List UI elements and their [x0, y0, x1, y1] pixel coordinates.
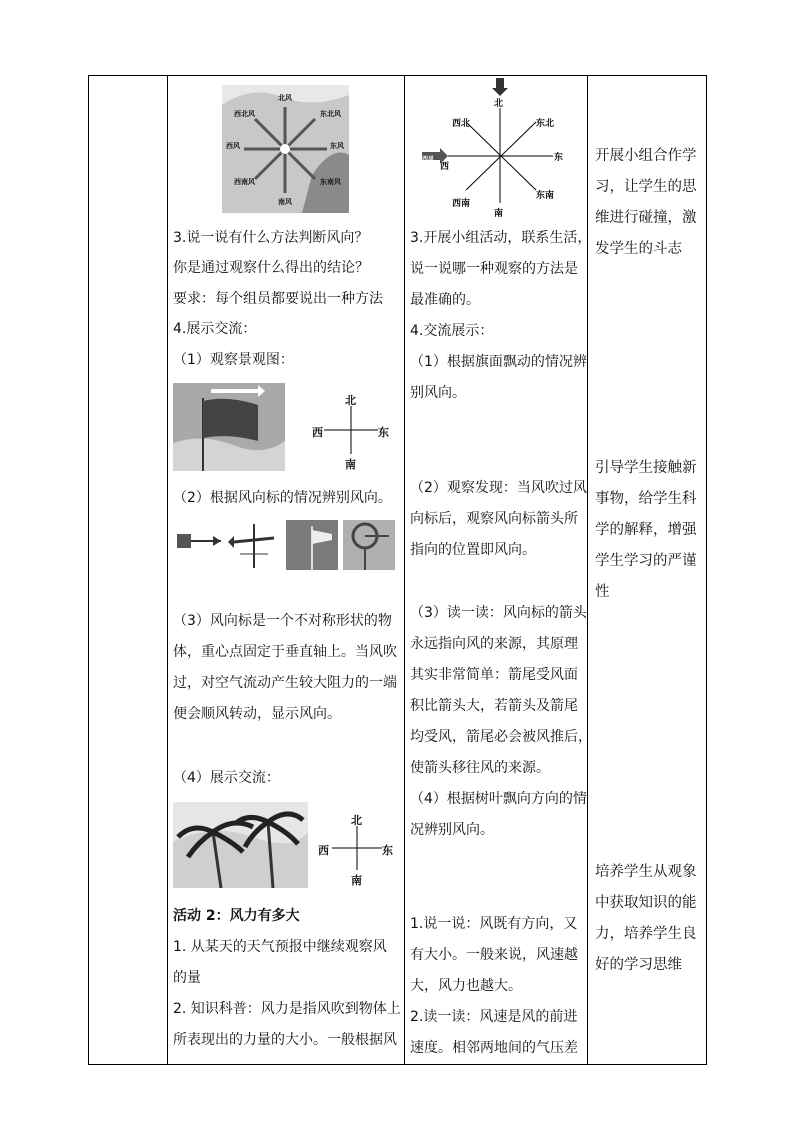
compass-w: 西	[312, 426, 323, 439]
compass-n: 北	[345, 394, 356, 407]
col3-line: 过，对空气流动产生较大阻力的一端	[173, 675, 397, 691]
col3-line: 要求：每个组员都要说出一种方法	[173, 291, 383, 307]
col4-line: 有大小。一般来说，风速越	[410, 947, 578, 963]
col5-line: 力，培养学生良	[595, 926, 697, 942]
col5-line: 引导学生接触新	[595, 460, 697, 476]
palm-trees-photo	[173, 802, 308, 888]
col4-line: （4）根据树叶飘向方向的情	[410, 791, 587, 807]
col4-line: （1）根据旗面飘动的情况辨	[410, 354, 587, 370]
compass-sw: 西南	[452, 199, 471, 209]
col3-line: 体，重心点固定于垂直轴上。当风吹	[173, 644, 397, 660]
compass-nw: 西北	[452, 119, 471, 129]
col4-line: 2.读一读：风速是风的前进	[410, 1009, 578, 1025]
col3-line: 的量	[173, 970, 201, 986]
compass-ne: 东北	[536, 119, 555, 129]
compass-small-2	[318, 812, 396, 887]
wind-rose-image	[222, 85, 349, 213]
rose-label-ne: 东北风	[320, 110, 341, 118]
col3-line: 3.说一说有什么方法判断风向？	[173, 230, 369, 246]
rose-label-w: 西风	[226, 142, 240, 150]
col4-line: 速度。相邻两地间的气压差	[410, 1040, 578, 1056]
col5-line: 维进行碰撞，激	[595, 210, 697, 226]
compass-w: 西	[318, 844, 329, 857]
rose-label-nw: 西北风	[234, 110, 255, 118]
col4-line: 1.说一说：风既有方向，又	[410, 916, 578, 932]
col3-obs4: （4）展示交流：	[173, 770, 280, 786]
col3-line: 便会顺风转动，显示风向。	[173, 706, 341, 722]
col4-line: 况辨别风向。	[410, 822, 494, 838]
col4-line: 其实非常简单：箭尾受风面	[410, 667, 578, 683]
col4-line: 最准确的。	[410, 292, 480, 308]
column-divider-2	[404, 76, 405, 1064]
col3-line: 4.展示交流：	[173, 321, 257, 337]
col3-line: 2. 知识科普：风力是指风吹到物体上	[173, 1001, 401, 1017]
col4-line: 3.开展小组活动，联系生活，	[410, 230, 592, 246]
col5-line: 习，让学生的思	[595, 179, 697, 195]
col3-line: （3）风向标是一个不对称形状的物	[173, 613, 392, 629]
col4-line: 说一说哪一种观察的方法是	[410, 261, 578, 277]
compass-n: 北	[351, 814, 362, 827]
col5-line: 事物，给学生科	[595, 491, 697, 507]
col4-line: 4.交流展示：	[410, 323, 494, 339]
rose-label-sw: 西南风	[234, 178, 255, 186]
rose-label-se: 东南风	[320, 178, 341, 186]
col4-line: 均受风，箭尾必会被风推后，	[410, 729, 592, 745]
wind-vane-photo-2	[228, 520, 280, 570]
rose-label-n: 北风	[278, 94, 292, 102]
col4-line: 向标后，观察风向标箭头所	[410, 511, 578, 527]
col5-line: 好的学习思维	[595, 957, 682, 973]
col4-line: 别风向。	[410, 385, 466, 401]
col3-obs2: （2）根据风向标的情况辨别风向。	[173, 490, 392, 506]
compass-w: 西	[440, 162, 450, 172]
col5-line: 学生学习的严谨	[595, 553, 697, 569]
col5-line: 学的解释，增强	[595, 522, 697, 538]
compass-e: 东	[382, 844, 393, 857]
activity-2-title: 活动 2：风力有多大	[173, 908, 300, 924]
col5-line: 性	[595, 584, 610, 600]
col4-line: （3）读一读：风向标的箭头	[410, 605, 587, 621]
col5-line: 发学生的斗志	[595, 241, 682, 257]
compass-eight-direction	[418, 78, 578, 218]
windmill-photo	[343, 520, 395, 570]
compass-small-1	[310, 392, 392, 471]
rose-label-e: 东风	[330, 142, 344, 150]
col3-line: 1. 从某天的天气预报中继续观察风	[173, 939, 387, 955]
compass-s: 南	[345, 458, 356, 471]
col3-line: 所表现出的力量的大小。一般根据风	[173, 1032, 397, 1048]
column-divider-1	[167, 76, 168, 1064]
compass-s: 南	[351, 874, 362, 887]
col5-line: 中获取知识的能	[595, 895, 697, 911]
wind-arrow-label: 西风	[422, 156, 435, 163]
col4-line: 积比箭头大，若箭头及箭尾	[410, 698, 578, 714]
col4-line: （2）观察发现：当风吹过风	[410, 480, 587, 496]
col5-line: 培养学生从观象	[595, 864, 697, 880]
compass-se: 东南	[536, 191, 555, 201]
compass-n: 北	[494, 99, 504, 109]
compass-e: 东	[554, 153, 564, 163]
wind-sock-photo	[286, 520, 338, 570]
col3-line: 你是通过观察什么得出的结论？	[173, 260, 369, 276]
flag-photo	[173, 383, 285, 471]
col4-line: 指向的位置即风向。	[410, 542, 536, 558]
wind-vane-photo-1	[173, 520, 223, 566]
compass-s: 南	[494, 209, 504, 219]
rose-label-s: 南风	[278, 198, 292, 206]
col5-line: 开展小组合作学	[595, 148, 697, 164]
col4-line: 大，风力也越大。	[410, 978, 522, 994]
compass-e: 东	[378, 426, 389, 439]
col4-line: 使箭头移往风的来源。	[410, 760, 550, 776]
col3-line: （1）观察景观图：	[173, 352, 294, 368]
column-divider-3	[587, 76, 588, 1064]
col4-line: 永远指向风的来源，其原理	[410, 636, 578, 652]
